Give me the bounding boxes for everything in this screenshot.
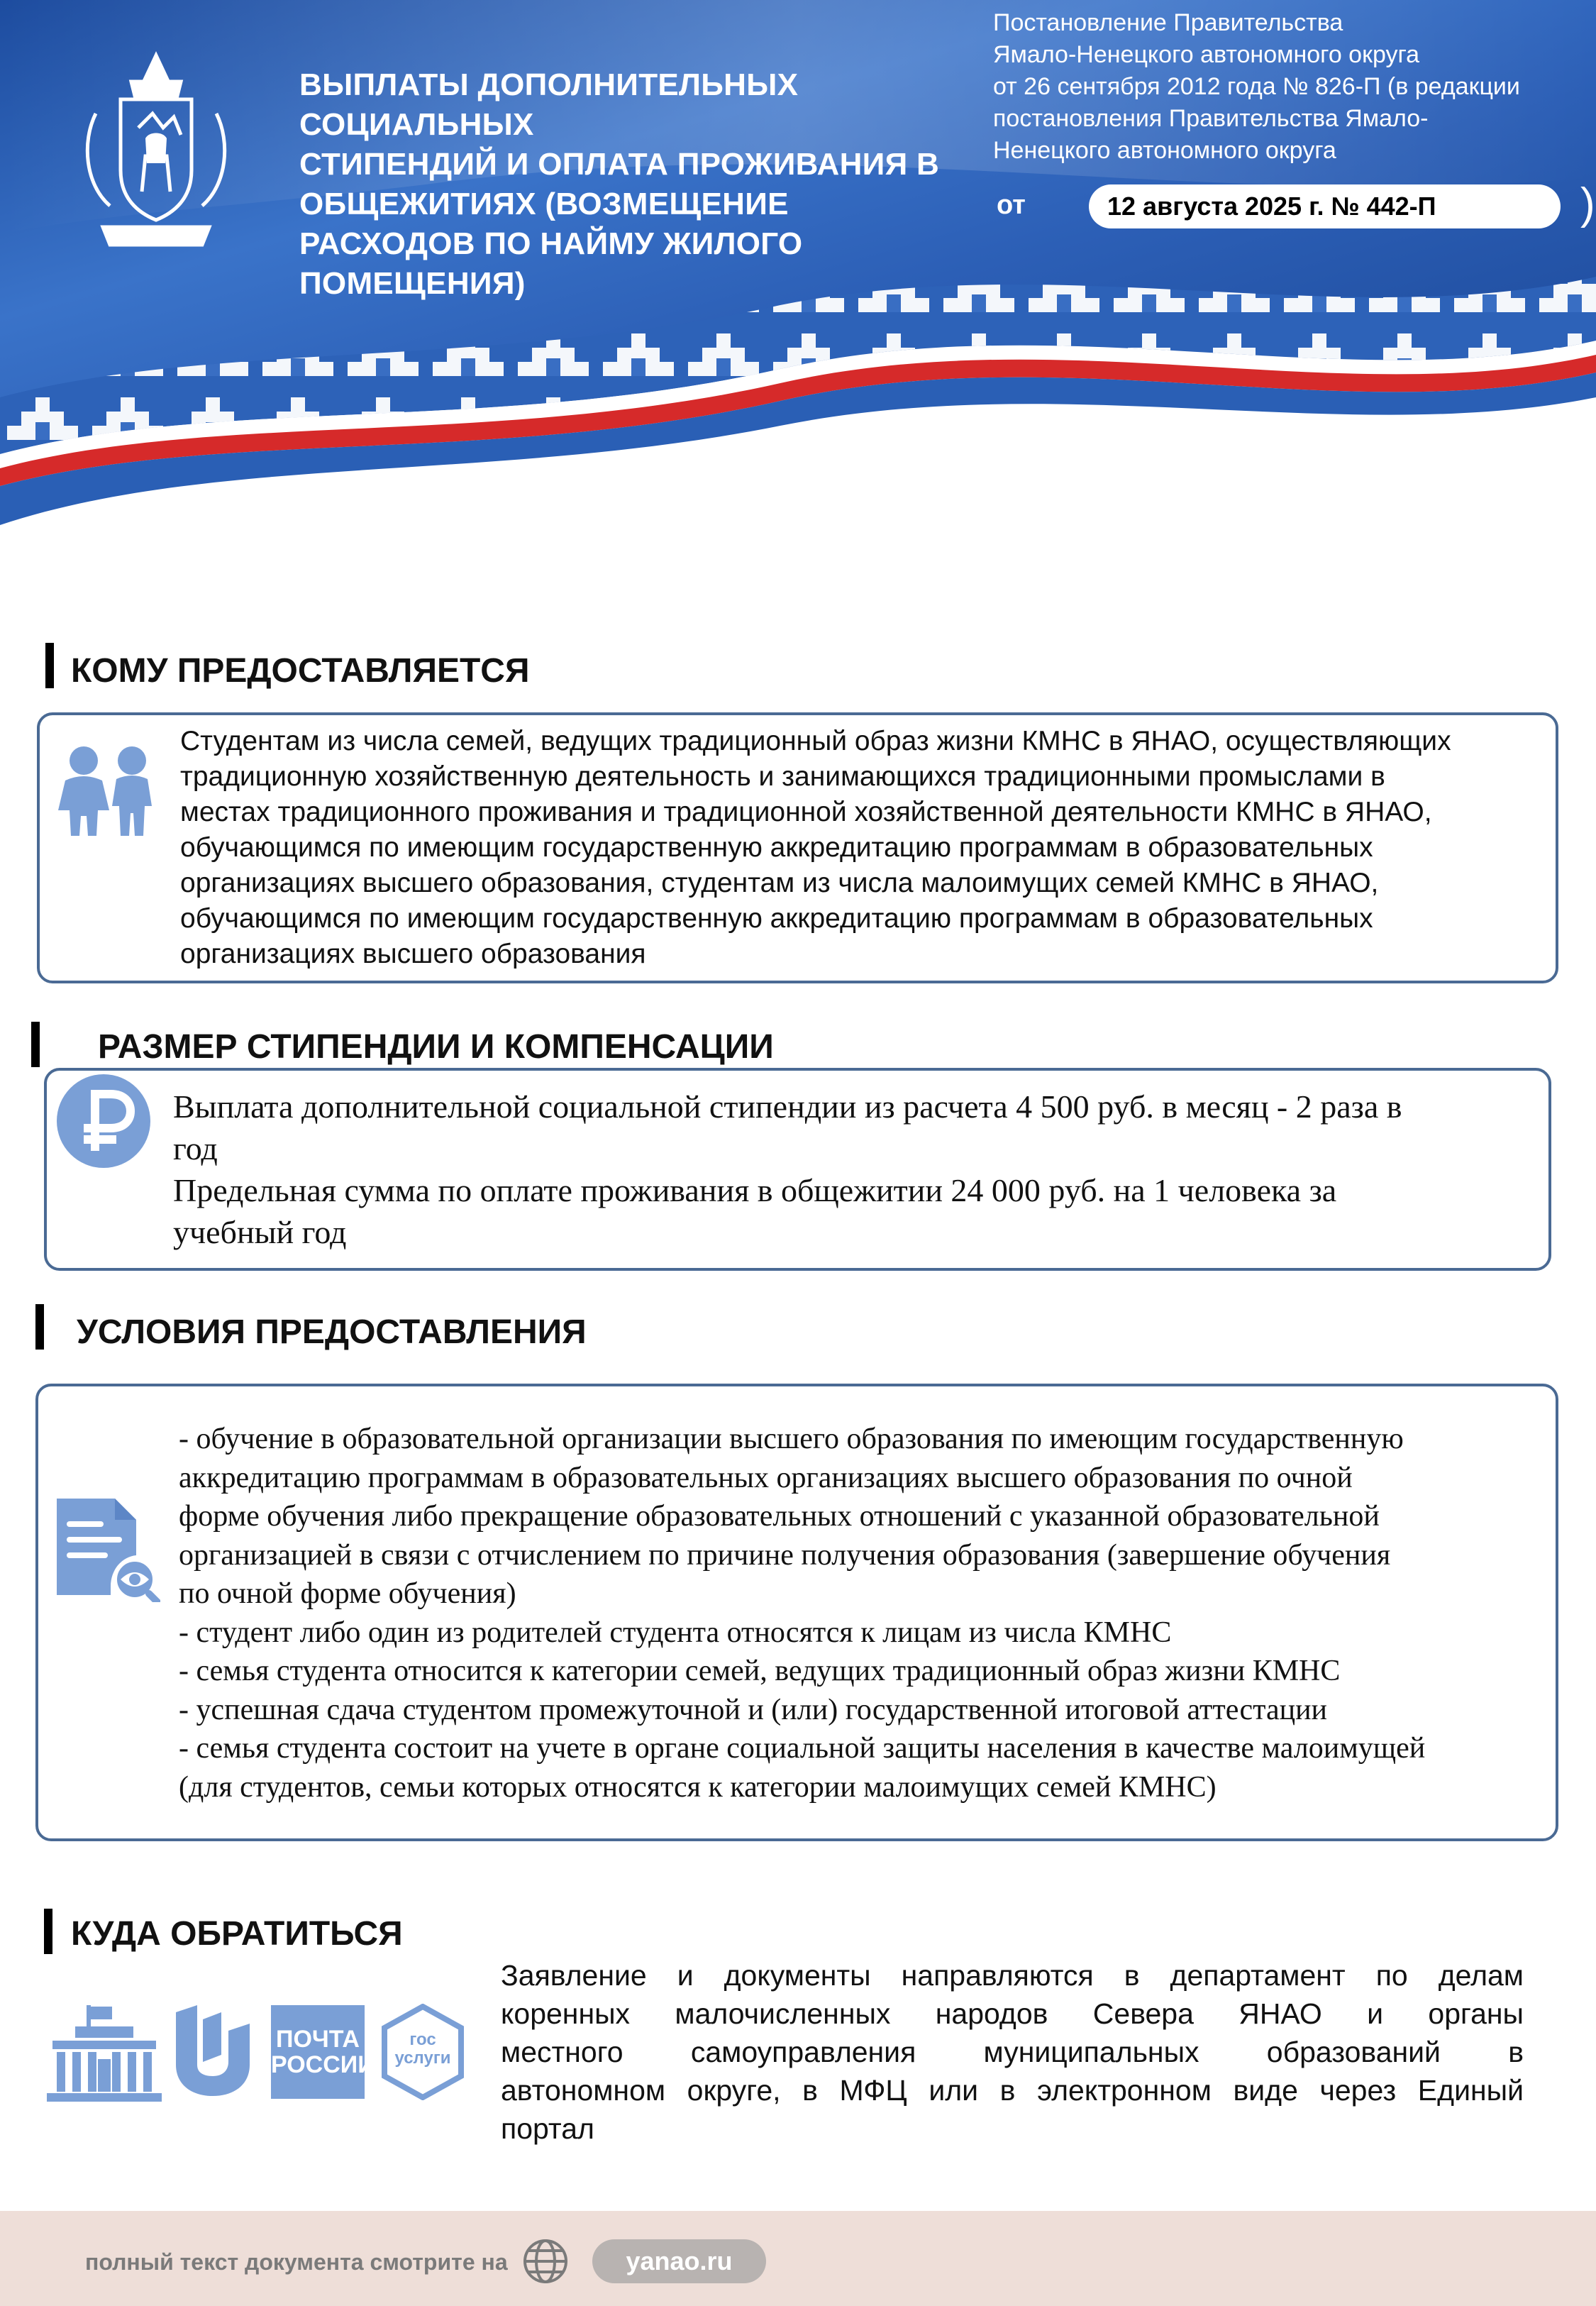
footer-text: полный текст документа смотрите на bbox=[85, 2249, 508, 2275]
title-line: ВЫПЛАТЫ ДОПОЛНИТЕЛЬНЫХ bbox=[299, 67, 799, 102]
where-line: Заявление и документы направляются в департамент по делам bbox=[501, 1959, 1524, 1992]
pochta-logo-line: РОССИИ bbox=[271, 2051, 375, 2078]
amount-line: учебный год bbox=[173, 1214, 347, 1250]
who-line: обучающимся по имеющим государственную аккредитацию программам в образовательных bbox=[180, 832, 1373, 863]
decree-line: Ямало-Ненецкого автономного округа bbox=[993, 41, 1420, 68]
document-search-icon bbox=[54, 1496, 160, 1602]
who-text bbox=[180, 724, 1451, 972]
conditions-line: - обучение в образовательной организации высшего образования по имеющим государственную bbox=[179, 1423, 1404, 1455]
title-line: СОЦИАЛЬНЫХ bbox=[299, 107, 534, 142]
section-title-where: КУДА ОБРАТИТЬСЯ bbox=[71, 1915, 403, 1953]
decree-reference bbox=[993, 7, 1589, 167]
title-line: РАСХОДОВ ПО НАЙМУ ЖИЛОГО bbox=[299, 226, 803, 261]
conditions-line: организацией в связи с отчислением по причине получения образования (завершение обучения bbox=[179, 1538, 1391, 1572]
emblem-icon bbox=[74, 50, 238, 255]
pochta-logo-line: ПОЧТА bbox=[276, 2026, 360, 2053]
who-line: Студентам из числа семей, ведущих традиционный образ жизни КМНС в ЯНАО, осуществляющих bbox=[180, 726, 1451, 756]
decree-line: Ненецкого автономного округа bbox=[993, 137, 1336, 164]
section-marker bbox=[31, 1022, 40, 1067]
section-marker bbox=[44, 1909, 52, 1954]
conditions-line: - успешная сдача студентом промежуточной и (или) государственной итоговой аттестации bbox=[179, 1693, 1328, 1726]
closing-paren: ) bbox=[1580, 180, 1595, 228]
where-line: портал bbox=[501, 2112, 594, 2145]
section-title-conditions: УСЛОВИЯ ПРЕДОСТАВЛЕНИЯ bbox=[77, 1313, 587, 1351]
section-marker bbox=[35, 1304, 44, 1350]
conditions-text bbox=[179, 1420, 1425, 1806]
conditions-line: - студент либо один из родителей студента относятся к лицам из числа КМНС bbox=[179, 1616, 1172, 1649]
globe-icon bbox=[522, 2238, 569, 2285]
amount-text bbox=[173, 1086, 1402, 1253]
amount-line: Выплата дополнительной социальной стипендии из расчета 4 500 руб. в месяц - 2 раза в bbox=[173, 1088, 1402, 1125]
title-line: ОБЩЕЖИТИЯХ (ВОЗМЕЩЕНИЕ bbox=[299, 187, 789, 221]
conditions-line: - семья студента состоит на учете в органе социальной защиты населения в качестве малоимущей bbox=[179, 1732, 1426, 1765]
decree-line: постановления Правительства Ямало- bbox=[993, 105, 1429, 132]
who-line: обучающимся по имеющим государственную аккредитацию программам в образовательных bbox=[180, 903, 1373, 934]
where-line: местного самоуправления муниципальных образований в bbox=[501, 2036, 1524, 2068]
decree-date-number: 12 августа 2025 г. № 442-П bbox=[1089, 184, 1561, 228]
where-text bbox=[501, 1956, 1524, 2148]
amount-line: Предельная сумма по оплате проживания в общежитии 24 000 руб. на 1 человека за bbox=[173, 1172, 1337, 1208]
section-title-who: КОМУ ПРЕДОСТАВЛЯЕТСЯ bbox=[71, 652, 530, 690]
conditions-line: - семья студента относится к категории семей, ведущих традиционный образ жизни КМНС bbox=[179, 1655, 1341, 1687]
date-prefix: от bbox=[997, 190, 1026, 220]
conditions-line: по очной форме обучения) bbox=[179, 1577, 516, 1610]
ruble-icon bbox=[55, 1073, 152, 1169]
conditions-line: аккредитацию программам в образовательных организациях высшего образования по очной bbox=[179, 1461, 1353, 1494]
who-line: организациях высшего образования, студентам из числа малоимущих семей КМНС в ЯНАО, bbox=[180, 868, 1379, 898]
conditions-line: форме обучения либо прекращение образовательных отношений с указанной образовательной bbox=[179, 1500, 1380, 1533]
page-title bbox=[299, 65, 980, 304]
amount-line: год bbox=[173, 1130, 218, 1166]
decree-line: от 26 сентября 2012 года № 826-П (в редакции bbox=[993, 73, 1520, 100]
website-link[interactable]: yanao.ru bbox=[592, 2239, 766, 2283]
header-banner bbox=[0, 0, 1596, 539]
section-marker bbox=[45, 643, 54, 688]
where-line: коренных малочисленных народов Севера ЯНАО и органы bbox=[501, 1997, 1524, 2030]
who-line: местах традиционного проживания и традиционной хозяйственной деятельности КМНС в ЯНАО, bbox=[180, 797, 1432, 827]
who-line: организациях высшего образования bbox=[180, 939, 646, 969]
gosuslugi-logo-text bbox=[379, 2031, 467, 2068]
gosuslugi-logo-line: услуги bbox=[394, 2048, 451, 2068]
mfc-logo-icon bbox=[176, 2005, 250, 2096]
decree-line: Постановление Правительства bbox=[993, 9, 1343, 36]
who-line: традиционную хозяйственную деятельность и занимающихся традиционными промыслами в bbox=[180, 761, 1385, 792]
conditions-line: (для студентов, семьи которых относятся к категории малоимущих семей КМНС) bbox=[179, 1770, 1217, 1804]
where-line: автономном округе, в МФЦ или в электронном виде через Единый bbox=[501, 2074, 1524, 2107]
title-line: СТИПЕНДИЙ И ОПЛАТА ПРОЖИВАНИЯ В bbox=[299, 147, 940, 182]
children-icon bbox=[55, 745, 162, 837]
title-line: ПОМЕЩЕНИЯ) bbox=[299, 266, 526, 301]
section-title-amount: РАЗМЕР СТИПЕНДИИ И КОМПЕНСАЦИИ bbox=[98, 1028, 774, 1066]
government-building-icon bbox=[47, 2005, 162, 2102]
gosuslugi-logo-line: гос bbox=[409, 2030, 436, 2049]
pochta-logo bbox=[271, 2005, 375, 2099]
